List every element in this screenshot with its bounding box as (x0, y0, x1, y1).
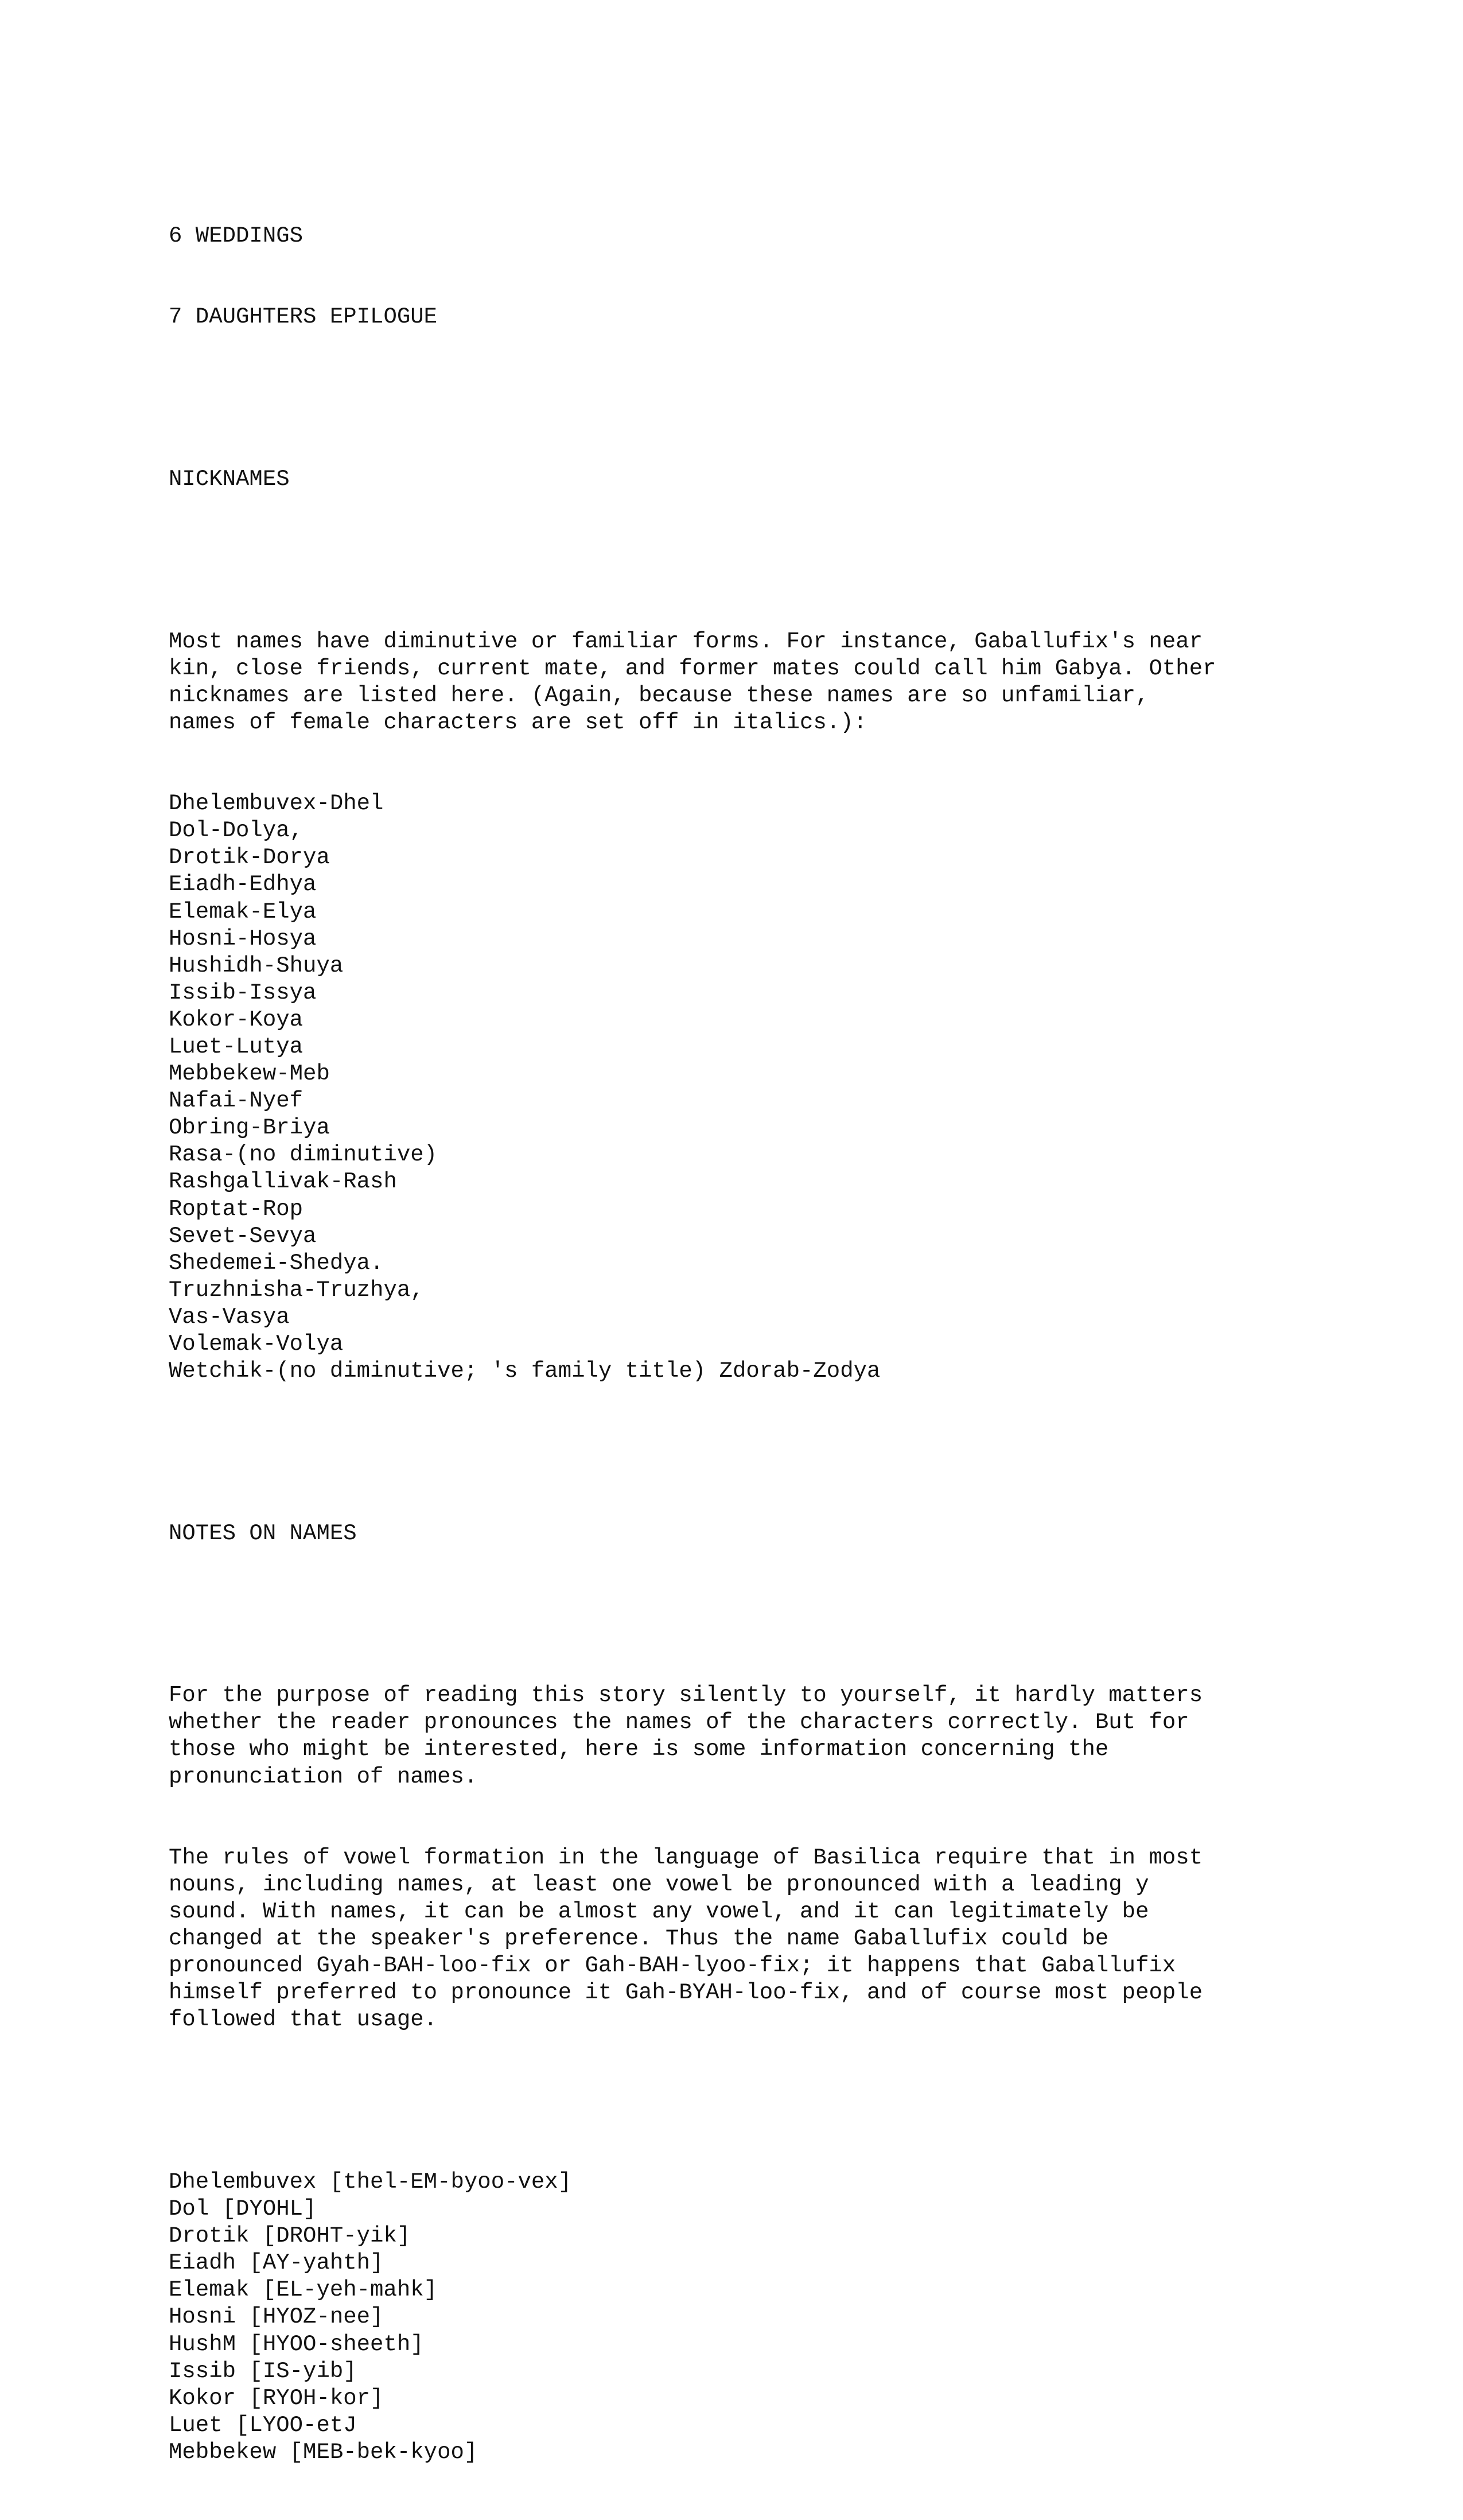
paragraph-line: Most names have diminutive or familiar forms. For instance, Gaballufix's near (169, 628, 1203, 654)
nickname-entry: Obring-Briya (169, 1115, 330, 1141)
notes-heading: NOTES ON NAMES (169, 1520, 357, 1546)
blank-line (169, 1439, 1316, 1466)
pronunciation-entry: Hosni [HYOZ-nee] (169, 2304, 384, 2330)
paragraph-line: those who might be interested, here is some information concerning the (169, 1737, 1109, 1762)
pronunciation-entry: Dol [DYOHL] (169, 2196, 317, 2222)
nickname-entry: Rasa-(no diminutive) (169, 1142, 438, 1168)
nickname-entry: Wetchik-(no diminutive; 's family title) Zdorab-Zodya (169, 1358, 881, 1384)
nickname-entry: Eiadh-Edhya (169, 872, 317, 898)
paragraph-line: followed that usage. (169, 2007, 438, 2033)
nickname-entry: Elemak-Elya (169, 899, 317, 925)
toc-line: 6 WEDDINGS (169, 223, 304, 249)
nicknames-intro (169, 628, 1316, 736)
blank-line (169, 547, 1316, 574)
paragraph-line: sound. With names, it can be almost any vowel, and it can legitimately be (169, 1899, 1149, 1924)
nickname-entry: Issib-Issya (169, 980, 317, 1005)
paragraph-line: pronounced Gyah-BAH-loo-fix or Gah-BAH-lyoo-fix; it happens that Gaballufix (169, 1953, 1176, 1979)
nickname-entry: Dhelembuvex-Dhel (169, 791, 384, 817)
pronunciation-entry: Elemak [EL-yeh-mahk] (169, 2277, 438, 2303)
notes-paragraph-1 (169, 1682, 1316, 1790)
notes-paragraph-2 (169, 1845, 1316, 2034)
nickname-entry: Luet-Lutya (169, 1034, 304, 1059)
pronunciation-entry: Eiadh [AY-yahth] (169, 2250, 384, 2276)
paragraph-line: kin, close friends, current mate, and former mates could call him Gabya. Other (169, 655, 1216, 681)
paragraph-line: pronunciation of names. (169, 1764, 478, 1789)
paragraph-line: names of female characters are set off in italics.): (169, 709, 867, 735)
nickname-entry: Kokor-Koya (169, 1007, 304, 1032)
pronunciation-list (169, 2169, 1316, 2466)
paragraph-line: changed at the speaker's preference. Thus the name Gaballufix could be (169, 1926, 1109, 1952)
pronunciation-entry: Luet [LYOO-etJ (169, 2412, 357, 2438)
nickname-entry: Dol-Dolya, (169, 818, 304, 844)
nicknames-list (169, 790, 1316, 1385)
nicknames-heading: NICKNAMES (169, 467, 290, 492)
nickname-entry: Truzhnisha-Truzhya, (169, 1277, 424, 1303)
nickname-entry: Volemak-Volya (169, 1331, 344, 1357)
nickname-entry: Nafai-Nyef (169, 1088, 304, 1114)
nickname-entry: Mebbekew-Meb (169, 1061, 330, 1087)
document-body (169, 169, 1316, 2520)
paragraph-line: The rules of vowel formation in the language of Basilica require that in most (169, 1845, 1203, 1870)
pronunciation-entry: Drotik [DROHT-yik] (169, 2223, 411, 2249)
nickname-entry: Hosni-Hosya (169, 926, 317, 952)
nickname-entry: Drotik-Dorya (169, 845, 330, 871)
pronunciation-entry: Mebbekew [MEB-bek-kyoo] (169, 2439, 478, 2465)
nickname-entry: Shedemei-Shedya. (169, 1250, 384, 1276)
blank-line (169, 385, 1316, 412)
nickname-entry: Vas-Vasya (169, 1304, 290, 1330)
pronunciation-entry: Issib [IS-yib] (169, 2358, 357, 2384)
nickname-entry: Hushidh-Shuya (169, 953, 344, 979)
pronunciation-entry: Kokor [RYOH-kor] (169, 2385, 384, 2411)
nickname-entry: Roptat-Rop (169, 1196, 304, 1222)
nickname-entry: Sevet-Sevya (169, 1223, 317, 1249)
paragraph-line: himself preferred to pronounce it Gah-BYAH-loo-fix, and of course most people (169, 1980, 1203, 2006)
pronunciation-entry: Dhelembuvex [thel-EM-byoo-vex] (169, 2169, 572, 2195)
paragraph-line: nicknames are listed here. (Again, because these names are so unfamiliar, (169, 682, 1149, 708)
pronunciation-entry: HushM [HYOO-sheeth] (169, 2331, 424, 2357)
paragraph-line: For the purpose of reading this story silently to yourself, it hardly matters (169, 1683, 1203, 1709)
nickname-entry: Rashgallivak-Rash (169, 1169, 397, 1195)
blank-line (169, 1601, 1316, 1628)
toc-line: 7 DAUGHTERS EPILOGUE (169, 304, 438, 330)
blank-line (169, 2088, 1316, 2115)
paragraph-line: nouns, including names, at least one vowel be pronounced with a leading y (169, 1871, 1149, 1897)
paragraph-line: whether the reader pronounces the names of the characters correctly. But for (169, 1710, 1189, 1735)
